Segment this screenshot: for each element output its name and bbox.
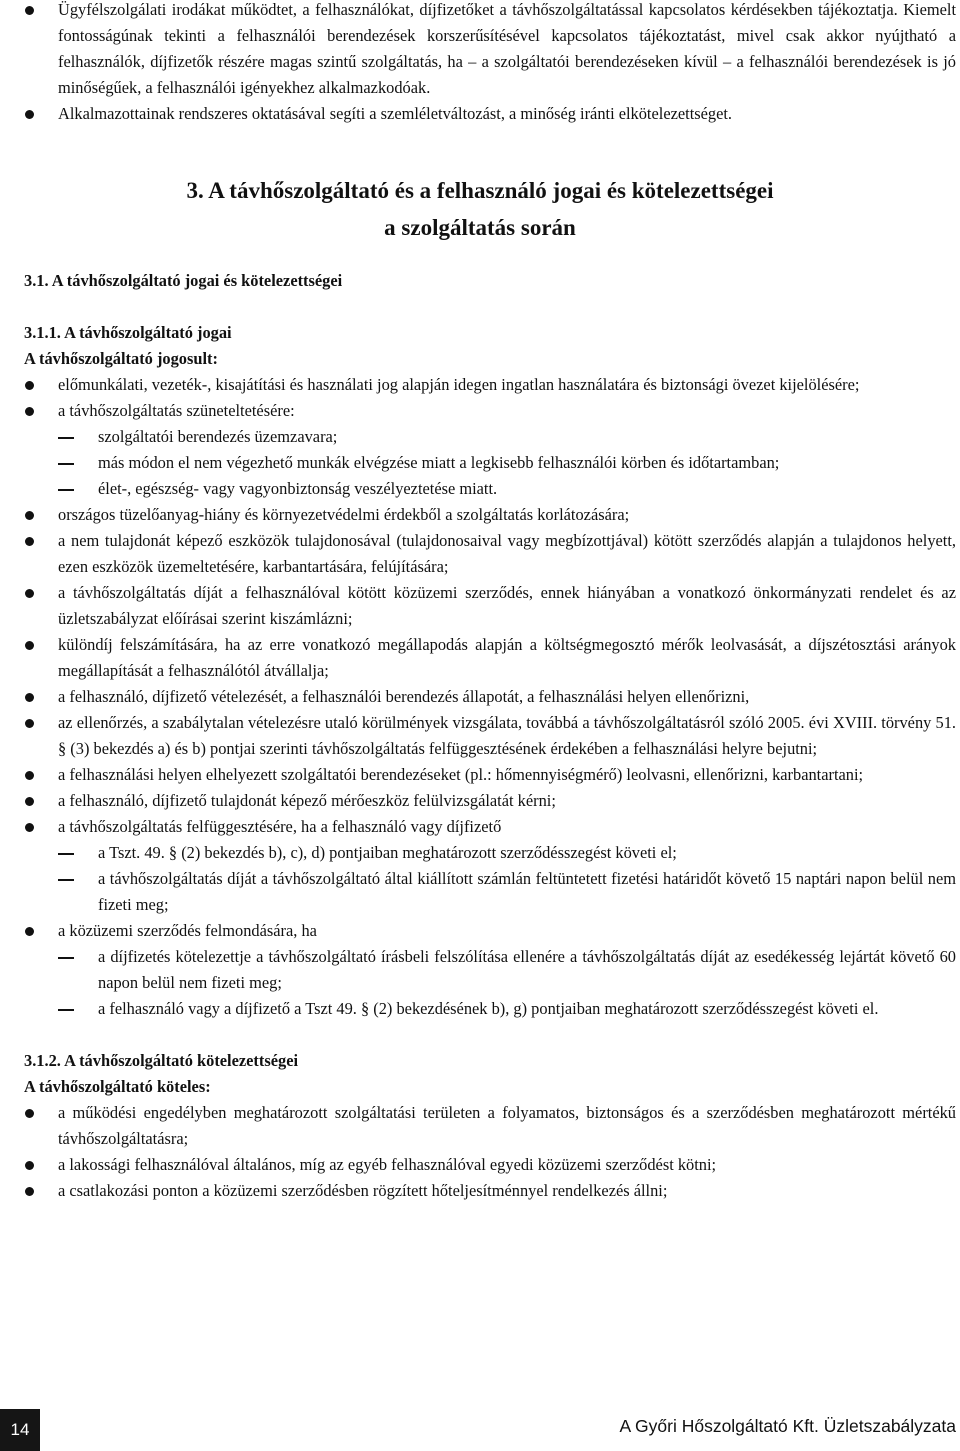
rights-bullet-8: az ellenőrzés, a szabálytalan vételezésre utaló körülmények vizsgálata, továbbá a távhőszolgáltatásról szóló 2005. évi XVIII. törvény 51. § (3) bekezdés a) és b) pontjai szerinti távhőszolgáltatás felfüggesztésének érdekében a felhasználási helyre bejutni; bbox=[0, 710, 960, 762]
rights-bullet-1: előmunkálati, vezeték-, kisajátítási és használati jog alapján idegen ingatlan használatára és biztonsági övezet kijelölésére; bbox=[0, 372, 960, 398]
rights-bullet-2: a távhőszolgáltatás szüneteltetésére: bbox=[0, 398, 960, 424]
rights-bullet-4: a nem tulajdonát képező eszközök tulajdonosával (tulajdonosaival vagy megbízottjával) kötött szerződés alapján a tulajdonos helyett, ezen eszközök üzemeltetésére, karbantartására, felújítására; bbox=[0, 528, 960, 580]
rights-bullet-12-dash-2: a felhasználó vagy a díjfizető a Tszt 49. § (2) bekezdésének b), g) pontjaiban meghatározott szerződésszegést követi el. bbox=[0, 996, 960, 1022]
section-3-1-1-heading: 3.1.1. A távhőszolgáltató jogai bbox=[24, 323, 232, 342]
chapter-title-line2: a szolgáltatás során bbox=[384, 215, 576, 240]
rights-bullet-3: országos tüzelőanyag-hiány és környezetvédelmi érdekből a szolgáltatás korlátozására; bbox=[0, 502, 960, 528]
footer-document-title: A Győri Hőszolgáltató Kft. Üzletszabályzata bbox=[619, 1416, 956, 1436]
obligations-bullet-3: a csatlakozási ponton a közüzemi szerződésben rögzített hőteljesítménnyel rendelkezés állni; bbox=[0, 1178, 960, 1204]
rights-bullet-12: a közüzemi szerződés felmondására, ha bbox=[0, 918, 960, 944]
section-3-1-2-heading: 3.1.2. A távhőszolgáltató kötelezettségei bbox=[24, 1051, 299, 1070]
chapter-title-line1: 3. A távhőszolgáltató és a felhasználó jogai és kötelezettségei bbox=[186, 178, 774, 203]
rights-bullet-5: a távhőszolgáltatás díját a felhasználóval kötött közüzemi szerződés, ennek hiányában a vonatkozó önkormányzati rendelet és az üzletszabályzat előírásai szerint kiszámlázni; bbox=[0, 580, 960, 632]
rights-bullet-6: különdíj felszámítására, ha az erre vonatkozó megállapodás alapján a költségmegosztó mérők leolvasását, a díjszétosztási arányok megállapítását a felhasználótól átvállalja; bbox=[0, 632, 960, 684]
rights-bullet-2-dash-3: élet-, egészség- vagy vagyonbiztonság veszélyeztetése miatt. bbox=[0, 476, 960, 502]
intro-bullet-customer-service: Ügyfélszolgálati irodákat működtet, a felhasználókat, díjfizetőket a távhőszolgáltatással kapcsolatos kérdésekben tájékoztatja. Kiemelt fontosságúnak tekinti a felhasználói berendezések korszerűsítésével kapcsolatos tájékoztatást, mivel csak akkor nyújtható a felhasználók, díjfizetők részére magas szintű szolgáltatás, ha – a szolgáltatói berendezéseken kívül – a felhasználói berendezések is jó minőségűek, a felhasználói igényekhez alkalmazkodóak. bbox=[0, 0, 960, 101]
section-3-1-heading: 3.1. A távhőszolgáltató jogai és kötelezettségei bbox=[24, 271, 343, 290]
obligations-bullet-1: a működési engedélyben meghatározott szolgáltatási területen a folyamatos, biztonságos és a szerződésben meghatározott mértékű távhőszolgáltatásra; bbox=[0, 1100, 960, 1152]
rights-bullet-11: a távhőszolgáltatás felfüggesztésére, ha a felhasználó vagy díjfizető bbox=[0, 814, 960, 840]
section-3-1-1-lead: A távhőszolgáltató jogosult: bbox=[24, 349, 218, 368]
rights-bullet-11-dash-1: a Tszt. 49. § (2) bekezdés b), c), d) pontjaiban meghatározott szerződésszegést követi el; bbox=[0, 840, 960, 866]
page-number-box bbox=[0, 1409, 40, 1451]
rights-bullet-9: a felhasználási helyen elhelyezett szolgáltatói berendezéseket (pl.: hőmennyiségmérő) leolvasni, ellenőrizni, karbantartani; bbox=[0, 762, 960, 788]
rights-bullet-2-dash-1: szolgáltatói berendezés üzemzavara; bbox=[0, 424, 960, 450]
chapter-title bbox=[0, 172, 960, 246]
intro-bullet-staff-training: Alkalmazottainak rendszeres oktatásával segíti a szemléletváltozást, a minőség iránti elkötelezettséget. bbox=[0, 101, 960, 127]
obligations-bullet-2: a lakossági felhasználóval általános, míg az egyéb felhasználóval egyedi közüzemi szerződést kötni; bbox=[0, 1152, 960, 1178]
rights-bullet-12-dash-1: a díjfizetés kötelezettje a távhőszolgáltató írásbeli felszólítása ellenére a távhőszolgáltatás díját az esedékesség lejártát követő 60 napon belül nem fizeti meg; bbox=[0, 944, 960, 996]
rights-bullet-2-dash-2: más módon el nem végezhető munkák elvégzése miatt a legkisebb felhasználói körben és időtartamban; bbox=[0, 450, 960, 476]
rights-bullet-10: a felhasználó, díjfizető tulajdonát képező mérőeszköz felülvizsgálatát kérni; bbox=[0, 788, 960, 814]
section-3-1-2-lead: A távhőszolgáltató köteles: bbox=[24, 1077, 211, 1096]
rights-bullet-11-dash-2: a távhőszolgáltatás díját a távhőszolgáltató által kiállított számlán feltüntetett fizetési határidőt követő 15 naptári napon belül nem fizeti meg; bbox=[0, 866, 960, 918]
page-number: 14 bbox=[10, 1420, 30, 1439]
rights-bullet-7: a felhasználó, díjfizető vételezését, a felhasználói berendezés állapotát, a felhasználási helyen ellenőrizni, bbox=[0, 684, 960, 710]
